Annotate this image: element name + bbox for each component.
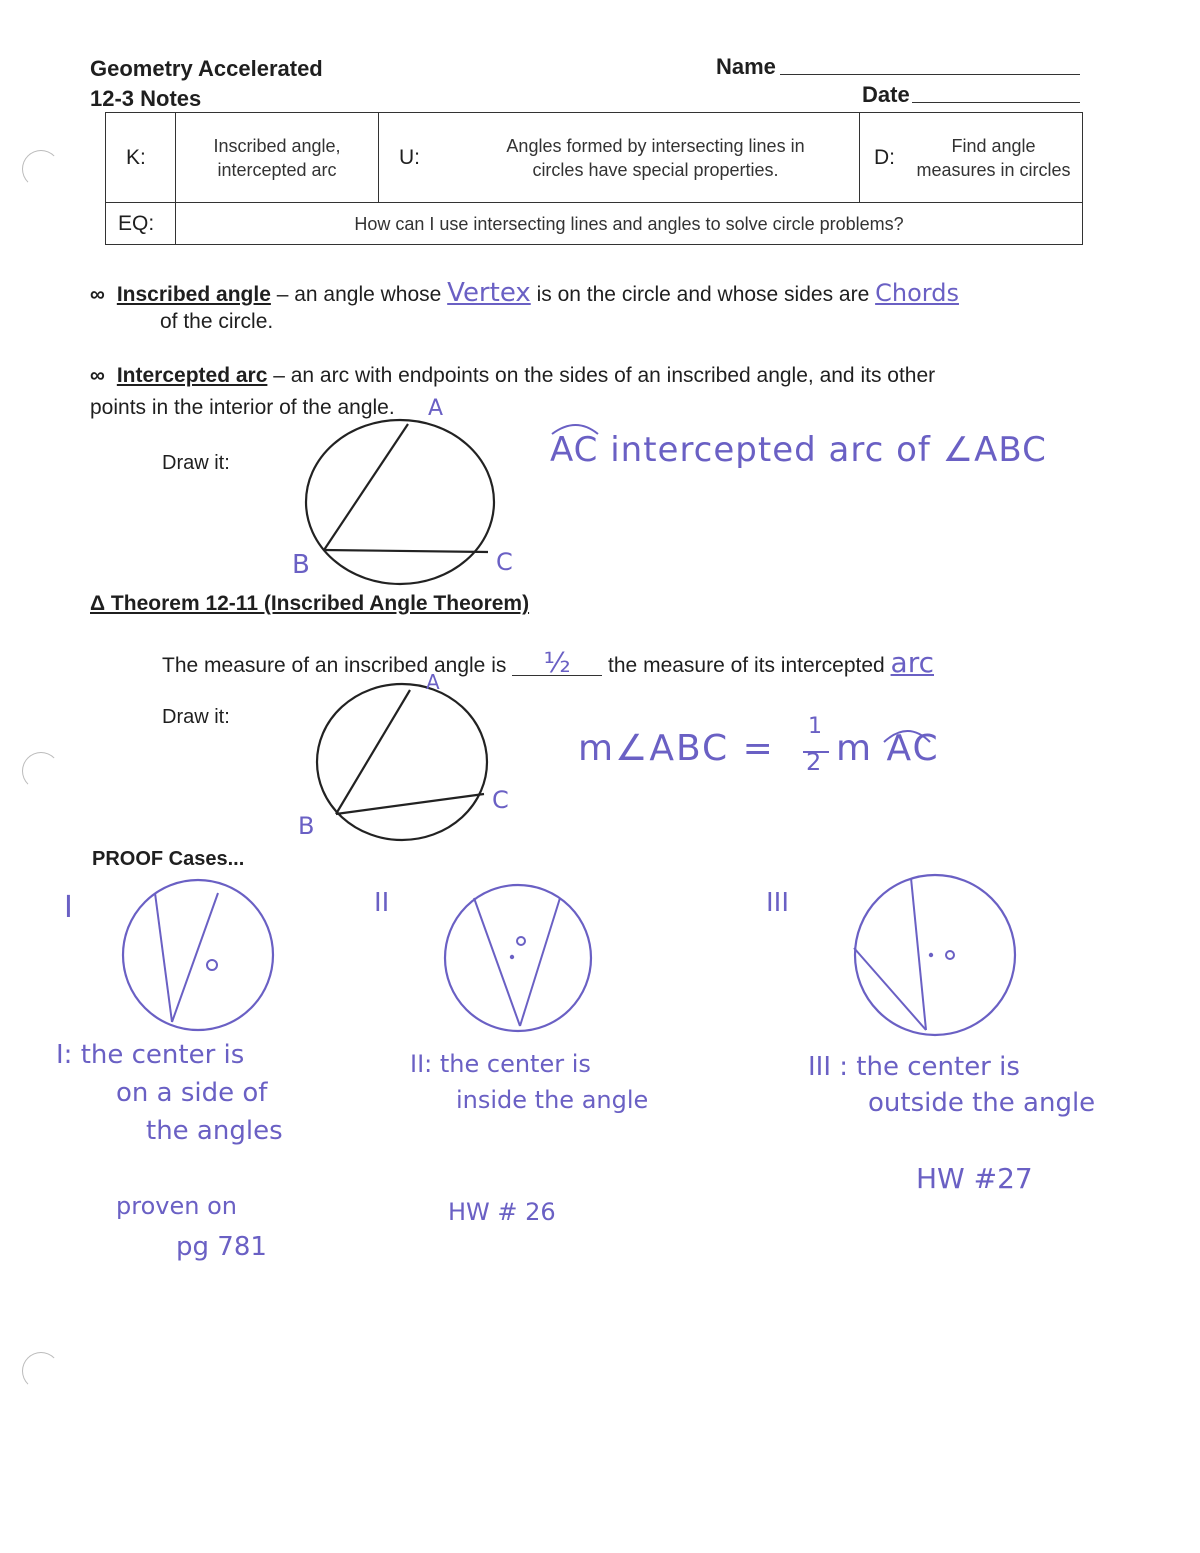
blank-half: ½ — [512, 651, 602, 676]
bullet-icon: ∞ — [90, 364, 105, 387]
k-text-1: Inscribed angle, — [213, 135, 341, 156]
case3-desc-1: III : the center is — [808, 1052, 1020, 1082]
blank-arc: arc — [890, 646, 934, 679]
theorem-text-a: The measure of an inscribed angle is — [162, 654, 513, 677]
case1-extra-2: pg 781 — [176, 1232, 267, 1262]
formula-rhs: m AC — [836, 728, 940, 769]
blank-chords: Chords — [875, 279, 959, 307]
drawing2-label-b: B — [298, 812, 315, 840]
formula-lhs: m∠ABC = — [578, 728, 775, 769]
date-label: Date — [862, 82, 910, 107]
theorem-title: Δ Theorem 12-11 (Inscribed Angle Theorem) — [90, 592, 530, 615]
intercepted-arc-term: Intercepted arc — [116, 364, 268, 387]
drawing1-label-b: B — [292, 550, 310, 580]
case1-extra-1: proven on — [116, 1192, 237, 1220]
u-text-2: circles have special properties. — [532, 159, 779, 180]
eq-label: EQ: — [106, 203, 176, 245]
case3-desc-2: outside the angle — [868, 1088, 1096, 1118]
case3-extra-1: HW #27 — [916, 1162, 1033, 1195]
case2-desc-1: II: the center is — [410, 1050, 591, 1078]
case1-desc-2: on a side of — [116, 1078, 268, 1108]
formula-numerator: 1 — [808, 714, 822, 739]
name-label: Name — [716, 54, 776, 79]
drawing1-note: AC intercepted arc of ∠ABC — [550, 430, 1047, 470]
intercepted-text-a: – an arc with endpoints on the sides of an inscribed angle, and its other — [267, 364, 936, 387]
case2-extra-1: HW # 26 — [448, 1198, 556, 1226]
case1-desc-3: the angles — [146, 1116, 283, 1146]
course-title: Geometry Accelerated — [90, 56, 323, 81]
inscribed-text-a: – an angle whose — [270, 283, 448, 306]
d-text-1: Find angle — [951, 135, 1036, 156]
d-text-2: measures in circles — [916, 159, 1071, 180]
drawing2-label-c: C — [492, 786, 509, 814]
u-label: U: — [379, 113, 453, 203]
case3-numeral: III — [766, 888, 790, 918]
theorem-text-b: the measure of its intercepted — [608, 654, 891, 677]
eq-text: How can I use intersecting lines and angles to solve circle problems? — [176, 203, 1083, 245]
bullet-icon: ∞ — [90, 283, 105, 306]
inscribed-text-c: of the circle. — [160, 310, 274, 333]
case2-numeral: II — [374, 888, 390, 918]
k-text-2: intercepted arc — [217, 159, 337, 180]
case1-numeral: I — [64, 890, 73, 925]
draw-it-label-2: Draw it: — [162, 706, 230, 728]
notes-title: 12-3 Notes — [90, 86, 202, 111]
inscribed-text-b: is on the circle and whose sides are — [536, 283, 876, 306]
case2-desc-2: inside the angle — [456, 1086, 649, 1114]
inscribed-angle-term: Inscribed angle — [116, 283, 271, 306]
drawing1-label-c: C — [496, 548, 513, 576]
d-label: D: — [860, 113, 906, 203]
k-label: K: — [106, 113, 176, 203]
u-text-1: Angles formed by intersecting lines in — [506, 135, 805, 156]
theorem-statement — [162, 646, 934, 679]
case1-desc-1: I: the center is — [56, 1040, 245, 1070]
intercepted-text-b: points in the interior of the angle. — [90, 396, 395, 419]
draw-it-label-1: Draw it: — [162, 452, 230, 474]
drawing2-label-a: A — [426, 670, 440, 694]
proof-title: PROOF Cases... — [92, 848, 245, 870]
blank-vertex: Vertex — [447, 278, 531, 308]
drawing1-label-a: A — [428, 396, 444, 421]
formula-denominator: 2 — [806, 748, 822, 776]
